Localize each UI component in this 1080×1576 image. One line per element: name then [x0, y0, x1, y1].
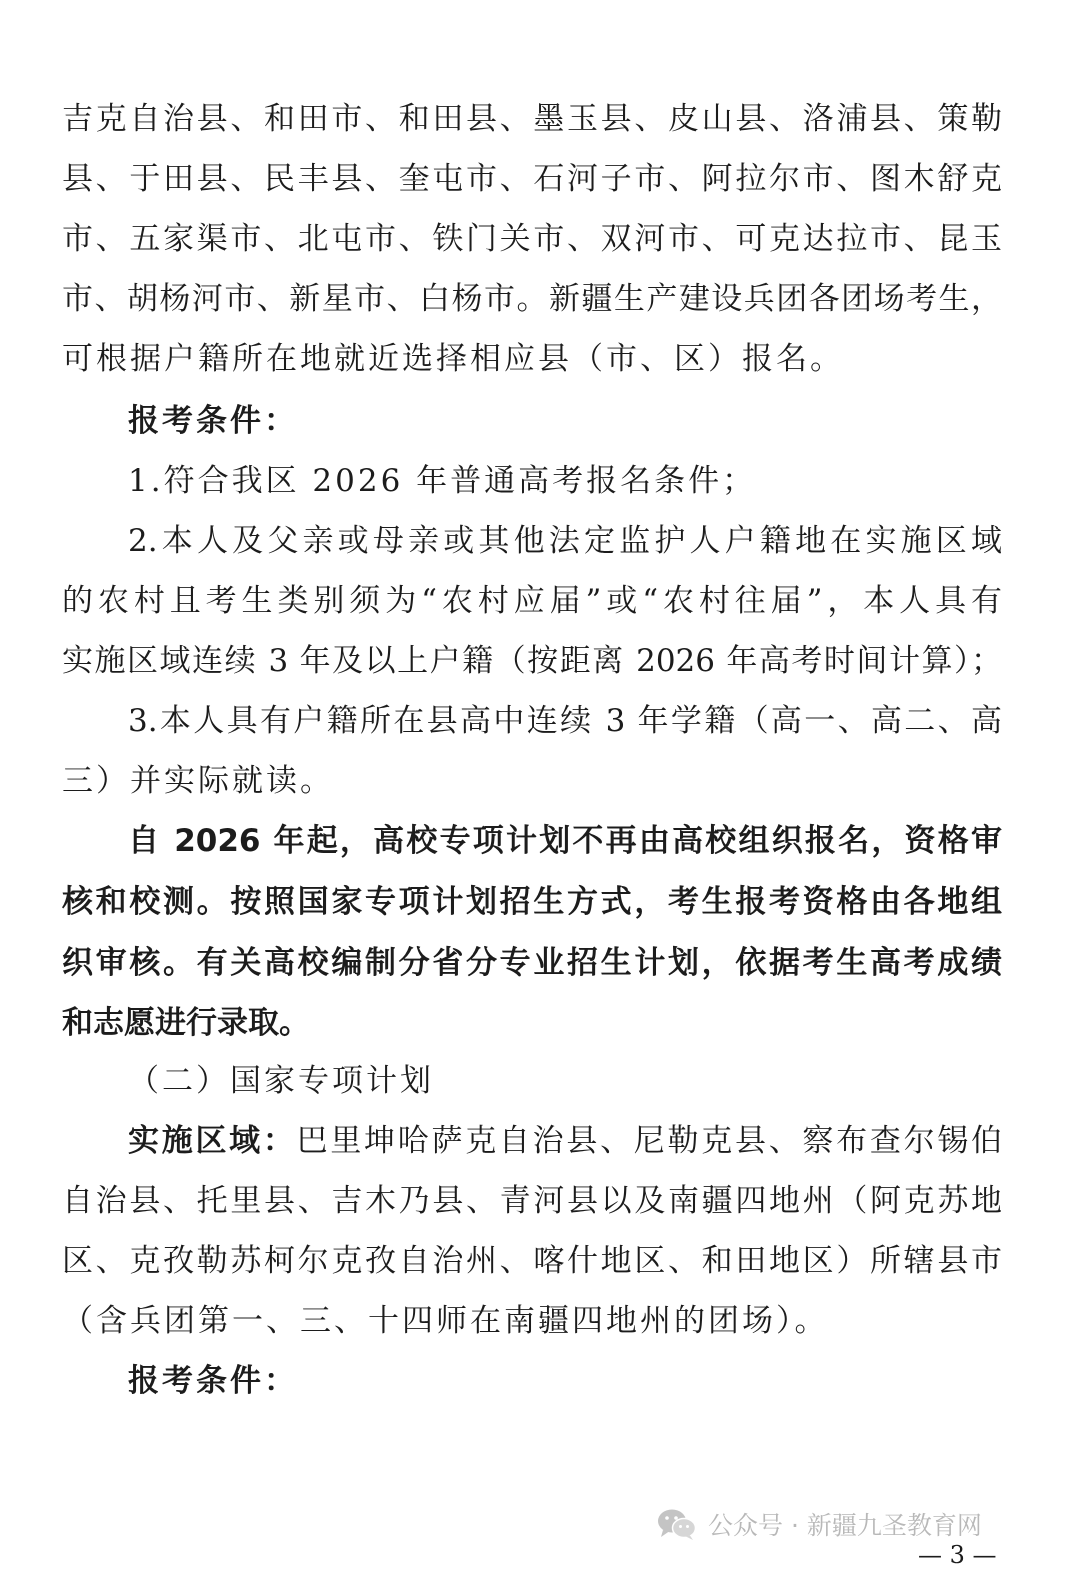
para1-line5: 可根据户籍所在地就近选择相应县（市、区）报名。 [62, 341, 844, 377]
area-line2: 自治县、托里县、吉木乃县、青河县以及南疆四地州（阿克苏地 [62, 1183, 1002, 1219]
para1-line4: 市、胡杨河市、新星市、白杨市。新疆生产建设兵团各团场考生， [62, 281, 1002, 317]
condition-2-line3: 实施区域连续 3 年及以上户籍（按距离 2026 年高考时间计算）； [62, 643, 1002, 679]
bold-notice-line3: 织审核。有关高校编制分省分专业招生计划，依据考生高考成绩 [62, 945, 1002, 981]
wechat-watermark [656, 1506, 982, 1542]
bold-notice-line2: 核和校测。按照国家专项计划招生方式，考生报考资格由各地组 [62, 884, 1002, 920]
conditions-heading-1: 报考条件： [128, 403, 298, 439]
conditions-heading-2: 报考条件： [128, 1363, 298, 1399]
section-2-title: （二）国家专项计划 [128, 1063, 434, 1099]
area-label: 实施区域： [128, 1123, 297, 1159]
area-line1 [128, 1116, 1002, 1166]
condition-1: 1.符合我区 2026 年普通高考报名条件； [128, 463, 757, 499]
watermark-text: 公众号 · 新疆九圣教育网 [708, 1511, 982, 1540]
wechat-icon [656, 1507, 698, 1541]
area-line1-text: 巴里坤哈萨克自治县、尼勒克县、察布查尔锡伯 [296, 1123, 1003, 1159]
bold-notice-line1: 自 2026 年起，高校专项计划不再由高校组织报名，资格审 [128, 823, 1002, 859]
para1-line3: 市、五家渠市、北屯市、铁门关市、双河市、可克达拉市、昆玉 [62, 221, 1002, 257]
para1-line1: 吉克自治县、和田市、和田县、墨玉县、皮山县、洛浦县、策勒 [62, 101, 1002, 137]
bold-notice-line4: 和志愿进行录取。 [62, 1005, 310, 1041]
area-line4: （含兵团第一、三、十四师在南疆四地州的团场）。 [62, 1303, 829, 1339]
area-line3: 区、克孜勒苏柯尔克孜自治州、喀什地区、和田地区）所辖县市 [62, 1243, 1002, 1279]
condition-2-line1: 2.本人及父亲或母亲或其他法定监护人户籍地在实施区域 [128, 523, 1002, 559]
condition-2-line2: 的农村且考生类别须为“农村应届”或“农村往届”，本人具有 [62, 583, 1002, 619]
condition-3-line1: 3.本人具有户籍所在县高中连续 3 年学籍（高一、高二、高 [128, 703, 1002, 739]
condition-3-line2: 三）并实际就读。 [62, 763, 334, 799]
para1-line2: 县、于田县、民丰县、奎屯市、石河子市、阿拉尔市、图木舒克 [62, 161, 1002, 197]
page-number: — 3 — [918, 1541, 997, 1569]
